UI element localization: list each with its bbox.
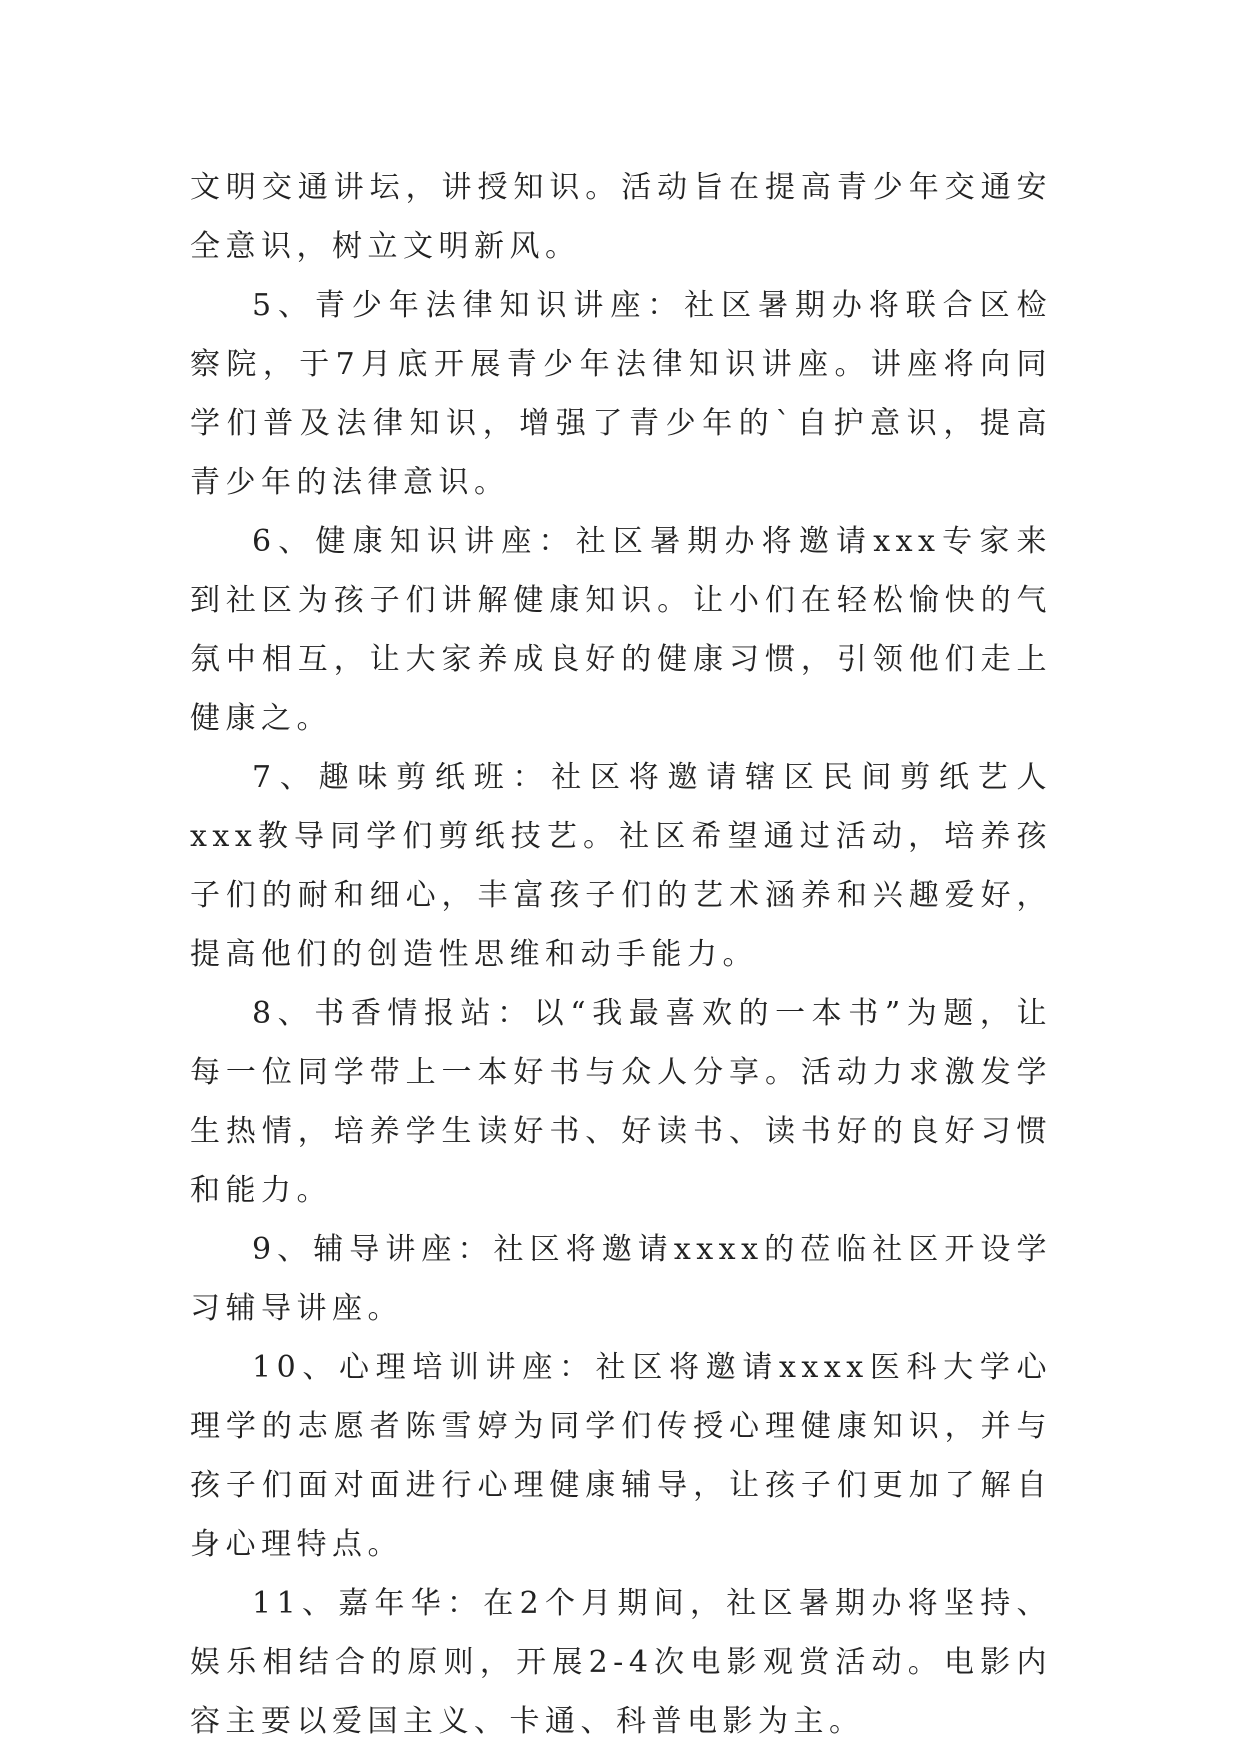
paragraph-item-6-health-lecture: 6、健康知识讲座：社区暑期办将邀请xxx专家来到社区为孩子们讲解健康知识。让小们在轻松愉快的气氛中相互，让大家养成良好的健康习惯，引领他们走上健康之。 [190, 524, 1052, 736]
paragraph-item-8-book-station: 8、书香情报站：以“我最喜欢的一本书”为题，让每一位同学带上一本好书与众人分享。活动力求激发学生热情，培养学生读好书、好读书、读书好的良好习惯和能力。 [190, 996, 1052, 1208]
document-body [190, 158, 1052, 1751]
paragraph-item-7-paper-cutting: 7、趣味剪纸班：社区将邀请辖区民间剪纸艺人xxx教导同学们剪纸技艺。社区希望通过活动，培养孩子们的耐和细心，丰富孩子们的艺术涵养和兴趣爱好，提高他们的创造性思维和动手能力。 [190, 760, 1052, 972]
paragraph-item-11-carnival: 11、嘉年华：在2个月期间，社区暑期办将坚持、娱乐相结合的原则，开展2-4次电影观赏活动。电影内容主要以爱国主义、卡通、科普电影为主。 [190, 1586, 1052, 1739]
paragraph-item-9-tutoring-lecture: 9、辅导讲座：社区将邀请xxxx的莅临社区开设学习辅导讲座。 [190, 1232, 1052, 1326]
paragraph-item-10-psychology-lecture: 10、心理培训讲座：社区将邀请xxxx医科大学心理学的志愿者陈雪婷为同学们传授心理健康知识，并与孩子们面对面进行心理健康辅导，让孩子们更加了解自身心理特点。 [190, 1350, 1052, 1562]
paragraph-item-5-law-lecture: 5、青少年法律知识讲座：社区暑期办将联合区检察院，于7月底开展青少年法律知识讲座。讲座将向同学们普及法律知识，增强了青少年的`自护意识，提高青少年的法律意识。 [190, 288, 1052, 500]
paragraph-traffic-lecture-continued: 文明交通讲坛，讲授知识。活动旨在提高青少年交通安全意识，树立文明新风。 [190, 170, 1052, 264]
